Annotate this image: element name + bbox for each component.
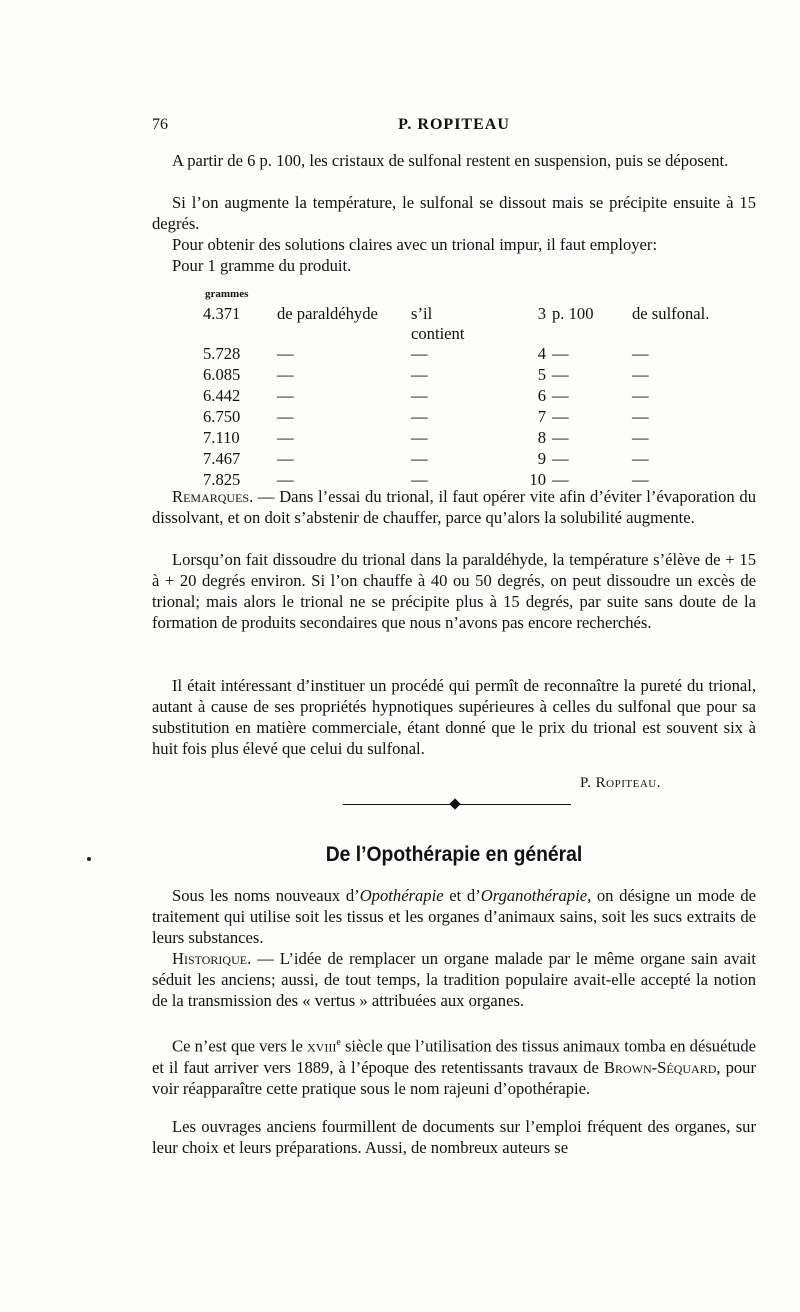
table-cell: 7 (537, 407, 546, 426)
table-row (203, 407, 709, 428)
table-cell: — (552, 428, 569, 447)
table-cell: 5 (537, 365, 546, 384)
historique-label: Historique. (172, 949, 252, 968)
table-cell: — (632, 470, 649, 489)
table-cell: — (632, 449, 649, 468)
table-row (203, 386, 709, 407)
table-cell: de sulfonal. (632, 304, 710, 323)
table-cell: — (552, 386, 569, 405)
table-cell: 10 (529, 470, 546, 489)
term-opotherapie: Opothérapie (359, 886, 444, 905)
remarks-paragraph-1 (152, 486, 756, 528)
table-row (203, 344, 709, 365)
table-row (203, 304, 709, 344)
table-cell: — (632, 407, 649, 426)
table-cell: — (632, 428, 649, 447)
table-cell: 6.750 (203, 407, 241, 426)
signature: P. Ropiteau. (580, 775, 661, 791)
intro-paragraph-3: Pour obtenir des solutions claires avec un trional impur, il faut employer: (172, 235, 658, 254)
table-cell: 9 (537, 449, 546, 468)
table-row (203, 428, 709, 449)
intro-paragraph-4: Pour 1 gramme du produit. (172, 256, 352, 275)
table-cell: s’il contient (411, 304, 465, 343)
table-cell: 6.085 (203, 365, 241, 384)
remarks-paragraph-2: Lorsqu’on fait dissoudre du trional dans la paraldéhyde, la température s’élève de + 15 à + 20 degrés environ. Si l’on chauffe à 40 ou 50 degrés, on peut dissoudre un excès de trional; mais alors le trional ne se précipite plus à 15 degrés, par suite sans doute de la formation de produits secondaires que nous n’avons pas encore recherchés. (152, 550, 756, 632)
table-cell: 4.371 (203, 304, 241, 323)
section-paragraph-3: Ce n’est que vers le xviii$^e$ siècle que l’utilisation des tissus animaux tomba en désuétude et il faut arriver vers 1889, à l’époque des retentissants travaux de Brown-Séquard, pour voir réapparaître cette pratique sous le nom rajeuni d’opothérapie. (152, 1036, 757, 1098)
table-cell: — (411, 428, 428, 447)
table-cell: 7.110 (203, 428, 240, 447)
remarks-label: Remarques. (172, 487, 254, 506)
author-name: Brown-Séquard (603, 1057, 717, 1077)
running-head: P. ROPITEAU (398, 116, 510, 133)
table-cell: — (277, 470, 294, 489)
table-cell: 5.728 (203, 344, 241, 363)
table-cell: — (632, 386, 649, 405)
remarks-paragraph-3: Il était intéressant d’instituer un procédé qui permît de reconnaître la pureté du trional, autant à cause de ses propriétés hypnotiques supérieures à celles du sulfonal que pour sa substitution en matière commerciale, étant donné que le prix du trional est souvent six à huit fois plus élevé que celui du sulfonal. (152, 676, 756, 758)
table-cell: 7.825 (203, 470, 241, 489)
table-cell: — (552, 407, 569, 426)
table-cell: — (277, 344, 294, 363)
table-cell: — (632, 365, 649, 384)
divider-diamond-ornament (449, 798, 460, 809)
section-paragraph-4: Les ouvrages anciens fourmillent de documents sur l’emploi fréquent des organes, sur leur choix et leurs préparations. Aussi, de nombreux auteurs se (152, 1117, 756, 1157)
table-cell: — (411, 365, 428, 384)
table-cell: — (277, 428, 294, 447)
section-title: De l’Opothérapie en général (325, 843, 583, 866)
table-cell: 4 (537, 344, 546, 363)
table-cell: 6.442 (203, 386, 241, 405)
dosage-table (203, 304, 709, 491)
table-cell: — (552, 449, 569, 468)
intro-paragraph-2: Si l’on augmente la température, le sulfonal se dissout mais se précipite ensuite à 15 degrés. (152, 193, 756, 233)
table-cell: 7.467 (203, 449, 241, 468)
table-cell: — (277, 386, 294, 405)
table-cell: — (552, 365, 569, 384)
section-paragraph-2: Historique. — L’idée de remplacer un organe malade par le même organe sain avait séduit les anciens; aussi, de tout temps, la tradition populaire avait-elle accepté la notion de la transmission des « vertus » attribuées aux organes. (152, 949, 756, 1010)
page-header (152, 116, 756, 138)
remarks-text: — Dans l’essai du trional, il faut opérer vite afin d’éviter l’évaporation du dissolvant, et on doit s’abstenir de chauffer, parce qu’alors la solubilité augmente. (152, 487, 756, 527)
margin-mark (87, 857, 91, 861)
table-cell: — (411, 386, 428, 405)
page-number: 76 (152, 116, 168, 133)
section-divider (343, 797, 571, 811)
table-unit-label: grammes (205, 288, 249, 300)
table-cell: — (411, 407, 428, 426)
section-paragraph-1: Sous les noms nouveaux d’Opothérapie et d’Organothérapie, on désigne un mode de traitement qui utilise soit les tissus et les organes d’animaux sains, soit les sucs extraits de leurs substances. (152, 886, 756, 947)
table-cell: — (411, 344, 428, 363)
table-cell: — (277, 449, 294, 468)
table-cell: 3 (537, 304, 546, 323)
century: xviii (307, 1036, 337, 1056)
term-organotherapie: Organothérapie (480, 886, 588, 905)
table-row (203, 365, 709, 386)
table-row (203, 449, 709, 470)
table-cell: de paraldéhyde (277, 304, 378, 323)
table-cell: — (552, 470, 569, 489)
table-cell: — (552, 344, 569, 363)
table-cell: — (277, 407, 294, 426)
intro-paragraph-1: A partir de 6 p. 100, les cristaux de sulfonal restent en suspension, puis se déposent. (172, 151, 729, 170)
table-cell: — (632, 344, 649, 363)
table-cell: 6 (537, 386, 546, 405)
table-cell: — (277, 365, 294, 384)
table-cell: p. 100 (552, 304, 594, 323)
table-cell: 8 (537, 428, 546, 447)
table-cell: — (411, 449, 428, 468)
table-cell: — (411, 470, 428, 489)
